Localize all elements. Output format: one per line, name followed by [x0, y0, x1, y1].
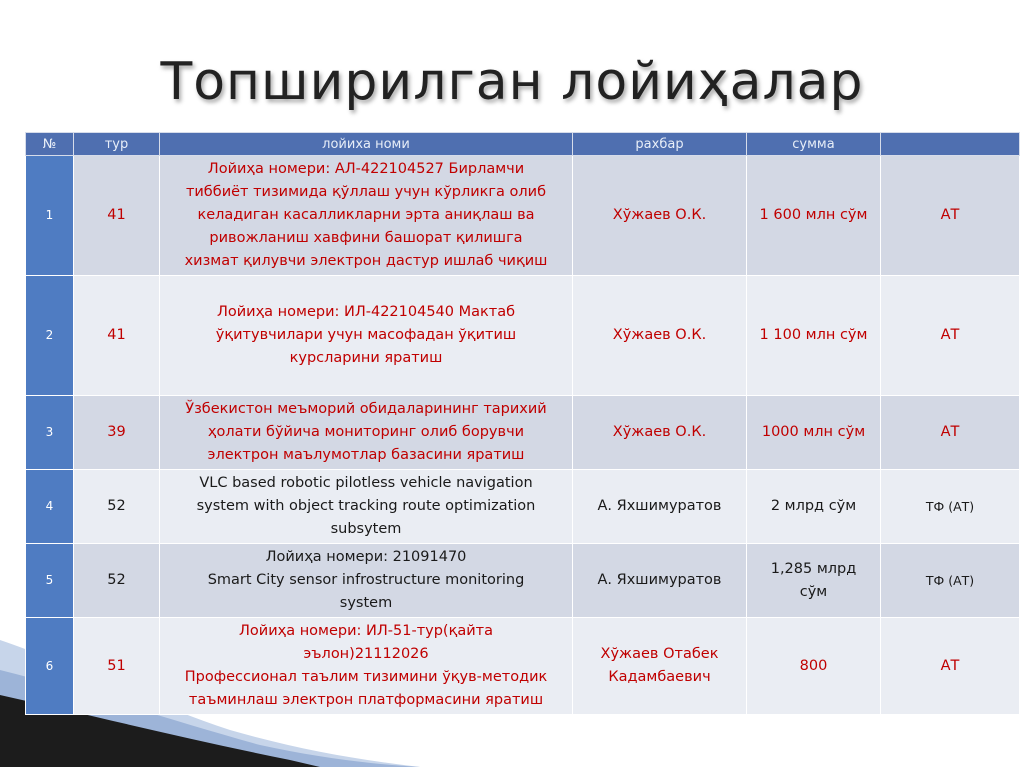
col-header-leader: рахбар — [573, 133, 747, 156]
name-line: Smart City sensor infrostructure monitoring — [207, 572, 525, 588]
row-sum: 800 — [747, 618, 881, 715]
table-row — [26, 156, 1020, 276]
row-number: 5 — [26, 544, 74, 618]
row-number: 2 — [26, 276, 74, 396]
row-leader: Хўжаев О.К. — [573, 396, 747, 470]
name-line: Лойиҳа номери: 21091470 — [265, 549, 467, 565]
row-status: ТФ (АТ) — [881, 470, 1020, 544]
row-number: 4 — [26, 470, 74, 544]
projects-table-wrapper — [25, 132, 1019, 715]
name-line: таъминлаш электрон платформасини яратиш — [188, 692, 544, 708]
name-line: Лойиҳа номери: ИЛ-51-тур(қайта — [239, 623, 493, 639]
row-leader: А. Яхшимуратов — [573, 470, 747, 544]
leader-line: Хўжаев Отабек — [600, 646, 719, 662]
name-line: Лойиҳа номери: ИЛ-422104540 Мактаб — [216, 304, 516, 320]
name-line: VLC based robotic pilotless vehicle navigation — [199, 475, 533, 491]
col-header-sum: сумма — [747, 133, 881, 156]
name-line: келадиган касалликларни эрта аниқлаш ва — [197, 207, 535, 223]
name-line: subsytem — [330, 521, 402, 537]
leader-line: Кадамбаевич — [608, 669, 711, 685]
name-line: курсларини яратиш — [289, 350, 443, 366]
name-line: Профессионал таълим тизимини ўқув-методик — [184, 669, 548, 685]
row-sum: 1 600 млн сўм — [747, 156, 881, 276]
row-sum: 1000 млн сўм — [747, 396, 881, 470]
col-header-tur: тур — [74, 133, 160, 156]
name-line: ҳолати бўйича мониторинг олиб борувчи — [207, 424, 525, 440]
row-status: АТ — [881, 618, 1020, 715]
name-line: Лойиҳа номери: АЛ-422104527 Бирламчи — [207, 161, 525, 177]
row-number: 1 — [26, 156, 74, 276]
col-header-number: № — [26, 133, 74, 156]
row-project-name — [160, 618, 573, 715]
row-project-name — [160, 396, 573, 470]
row-sum: 1 100 млн сўм — [747, 276, 881, 396]
row-tur: 41 — [74, 156, 160, 276]
sum-line: сўм — [799, 583, 828, 600]
name-line: Ўзбекистон меъморий обидаларининг тарихий — [185, 401, 547, 417]
row-sum: 2 млрд сўм — [747, 470, 881, 544]
row-tur: 41 — [74, 276, 160, 396]
row-tur: 52 — [74, 544, 160, 618]
name-line: хизмат қилувчи электрон дастур ишлаб чиқиш — [184, 253, 548, 269]
row-leader — [573, 618, 747, 715]
row-project-name — [160, 544, 573, 618]
table-header-row — [26, 133, 1020, 156]
row-project-name — [160, 276, 573, 396]
row-leader: А. Яхшимуратов — [573, 544, 747, 618]
name-line: электрон маълумотлар базасини яратиш — [207, 447, 525, 463]
row-status: АТ — [881, 396, 1020, 470]
table-row — [26, 618, 1020, 715]
col-header-status — [881, 133, 1020, 156]
table-row — [26, 276, 1020, 396]
row-status: АТ — [881, 156, 1020, 276]
projects-table — [25, 132, 1020, 715]
row-tur: 39 — [74, 396, 160, 470]
row-tur: 51 — [74, 618, 160, 715]
name-line: эълон)21112026 — [303, 646, 429, 662]
sum-line: 1,285 млрд — [770, 560, 857, 577]
name-line: system — [339, 595, 393, 611]
row-project-name — [160, 470, 573, 544]
row-project-name — [160, 156, 573, 276]
table-row — [26, 470, 1020, 544]
col-header-name: лойиха номи — [160, 133, 573, 156]
row-sum — [747, 544, 881, 618]
page-title: Топширилган лойиҳалар — [160, 52, 864, 112]
name-line: ривожланиш хавфини башорат қилишга — [209, 230, 523, 246]
row-leader: Хўжаев О.К. — [573, 276, 747, 396]
name-line: тиббиёт тизимида қўллаш учун кўрликга олиб — [185, 184, 547, 200]
table-row — [26, 396, 1020, 470]
row-leader: Хўжаев О.К. — [573, 156, 747, 276]
name-line: ўқитувчилари учун масофадан ўқитиш — [215, 327, 517, 343]
name-line: system with object tracking route optimization — [196, 498, 536, 514]
row-number: 3 — [26, 396, 74, 470]
table-row — [26, 544, 1020, 618]
row-number: 6 — [26, 618, 74, 715]
row-status: АТ — [881, 276, 1020, 396]
row-tur: 52 — [74, 470, 160, 544]
row-status: ТФ (АТ) — [881, 544, 1020, 618]
